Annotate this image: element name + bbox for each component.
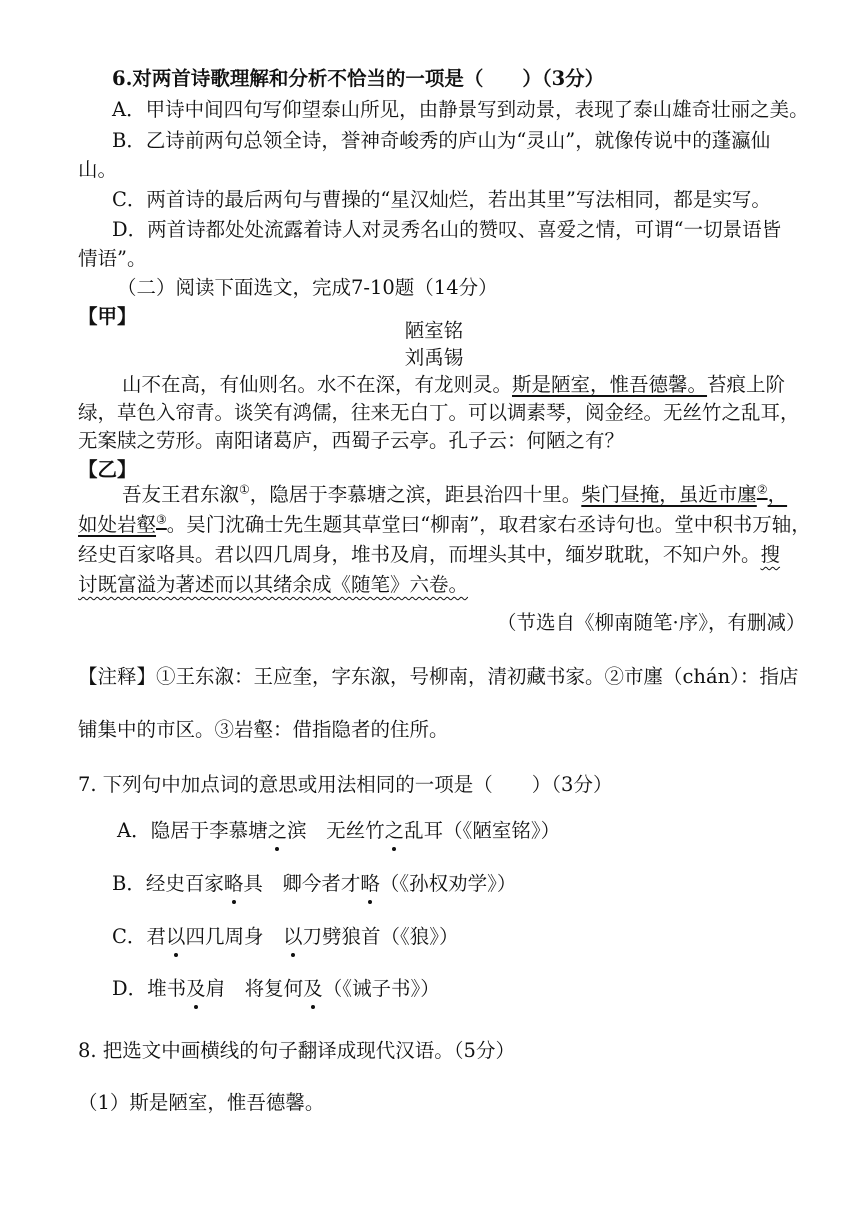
- passage-jia-tag: 【甲】: [78, 305, 137, 328]
- passage-jia-author: 刘禹锡: [404, 346, 464, 369]
- q7-text: 具 卿今者才: [243, 872, 361, 895]
- q7-text: 滨 无丝竹: [287, 819, 385, 842]
- annotations-line-1: 【注释】①王东溆：王应奎，字东溆，号柳南，清初藏书家。②市廛（chán）：指店: [78, 665, 799, 688]
- q7-text: C．君: [112, 925, 166, 948]
- q7-text: A．隐居于李慕塘: [117, 819, 268, 842]
- passage-jia-line-1: [122, 372, 868, 398]
- yi-underlined-sentence: ，: [767, 483, 788, 506]
- jia-text: 苔痕上阶: [707, 373, 786, 396]
- q6-option-a: A．甲诗中间四句写仰望泰山所见，由静景写到动景，表现了泰山雄奇壮丽之美。: [112, 98, 809, 121]
- q6-option-d: D．两首诗都处处流露着诗人对灵秀名山的赞叹、喜爱之情，可谓“一切景语皆: [112, 218, 782, 241]
- q6-option-c: C．两首诗的最后两句与曹操的“星汉灿烂，若出其里”写法相同，都是实写。: [112, 188, 771, 211]
- yi-underlined-sentence: 柴门昼掩，虽近市廛: [581, 483, 757, 506]
- q7-option-c: [112, 924, 868, 950]
- footnote-marker-3: ③: [156, 512, 167, 527]
- section-heading: （二）阅读下面选文，完成7-10题（14分）: [117, 276, 498, 299]
- dotted-word: 以: [282, 925, 303, 948]
- q7-stem: 7. 下列句中加点词的意思或用法相同的一项是（ ）（3分）: [78, 773, 613, 796]
- jia-text: 山不在高，有仙则名。水不在深，有龙则灵。: [122, 373, 513, 396]
- yi-text: 吾友王君东溆: [122, 483, 240, 506]
- q7-text: （《孙权劝学》）: [379, 872, 517, 895]
- q7-text: 肩 将复何: [205, 977, 304, 1000]
- q7-text: D．堆书: [112, 977, 187, 1000]
- yi-wavy-sentence: 讨既富溢为著述而以其绪余成《随笔》六卷。: [78, 573, 469, 596]
- dotted-word: 略: [360, 872, 380, 895]
- passage-yi-line-3: [78, 542, 868, 568]
- q7-text: 刀劈狼首（《狼》）: [302, 925, 459, 948]
- yi-text: 。吴门沈确士先生题其草堂曰“柳南”，取君家右丞诗句也。堂中积书万轴，: [166, 513, 811, 536]
- q7-text: 四几周身: [185, 925, 283, 948]
- jia-underlined-sentence: 斯是陋室，惟吾德馨。: [512, 373, 708, 396]
- q7-text: B．经史百家: [112, 872, 224, 895]
- q6-stem: 6.对两首诗歌理解和分析不恰当的一项是（ ）（3分）: [112, 67, 605, 90]
- q6-option-b: B．乙诗前两句总领全诗，誉神奇峻秀的庐山为“灵山”，就像传说中的蓬瀛仙: [112, 129, 771, 152]
- passage-jia-title: 陋室铭: [404, 319, 464, 342]
- passage-yi-tag: 【乙】: [78, 458, 137, 481]
- passage-yi-line-2: [78, 512, 868, 538]
- dotted-word: 及: [303, 977, 323, 1000]
- passage-yi-line-4: [78, 572, 868, 598]
- yi-wavy-sentence: 搜: [760, 543, 781, 566]
- yi-text: 经史百家咯具。君以四几周身，堆书及肩，而埋头其中，缅岁耽耽，不知户外。: [78, 543, 761, 566]
- dotted-word: 及: [186, 977, 206, 1000]
- q6-option-b-cont: 山。: [78, 158, 118, 181]
- dotted-word: 以: [165, 925, 186, 948]
- yi-text: ，隐居于李慕塘之滨，距县治四十里。: [249, 483, 582, 506]
- dotted-word: 之: [384, 819, 405, 842]
- q8-sentence-1: （1）斯是陋室，惟吾德馨。: [78, 1091, 325, 1114]
- q7-text: 乱耳（《陋室铭》）: [404, 819, 561, 842]
- annotations-line-2: 铺集中的市区。③岩壑：借指隐者的住所。: [78, 718, 449, 741]
- passage-jia-line-3: 无案牍之劳形。南阳诸葛庐，西蜀子云亭。孔子云：何陋之有？: [78, 429, 625, 452]
- footnote-marker-1: ①: [239, 482, 250, 497]
- q8-stem: 8. 把选文中画横线的句子翻译成现代汉语。（5分）: [78, 1039, 515, 1062]
- dotted-word: 之: [267, 819, 288, 842]
- q7-option-d: [112, 976, 868, 1002]
- q7-option-b: [112, 871, 868, 897]
- yi-underlined-sentence: 如处岩壑: [78, 513, 157, 536]
- passage-yi-line-1: [122, 482, 868, 508]
- q7-text: （《诫子书》）: [322, 977, 440, 1000]
- footnote-marker-2: ②: [756, 482, 768, 497]
- passage-yi-source: （节选自《柳南随笔·序》，有删减）: [497, 611, 806, 634]
- q6-option-d-cont: 情语”。: [78, 247, 147, 270]
- dotted-word: 略: [223, 872, 244, 895]
- q7-option-a: [117, 818, 868, 844]
- passage-jia-line-2: 绿，草色入帘青。谈笑有鸿儒，往来无白丁。可以调素琴，阅金经。无丝竹之乱耳，: [78, 401, 800, 424]
